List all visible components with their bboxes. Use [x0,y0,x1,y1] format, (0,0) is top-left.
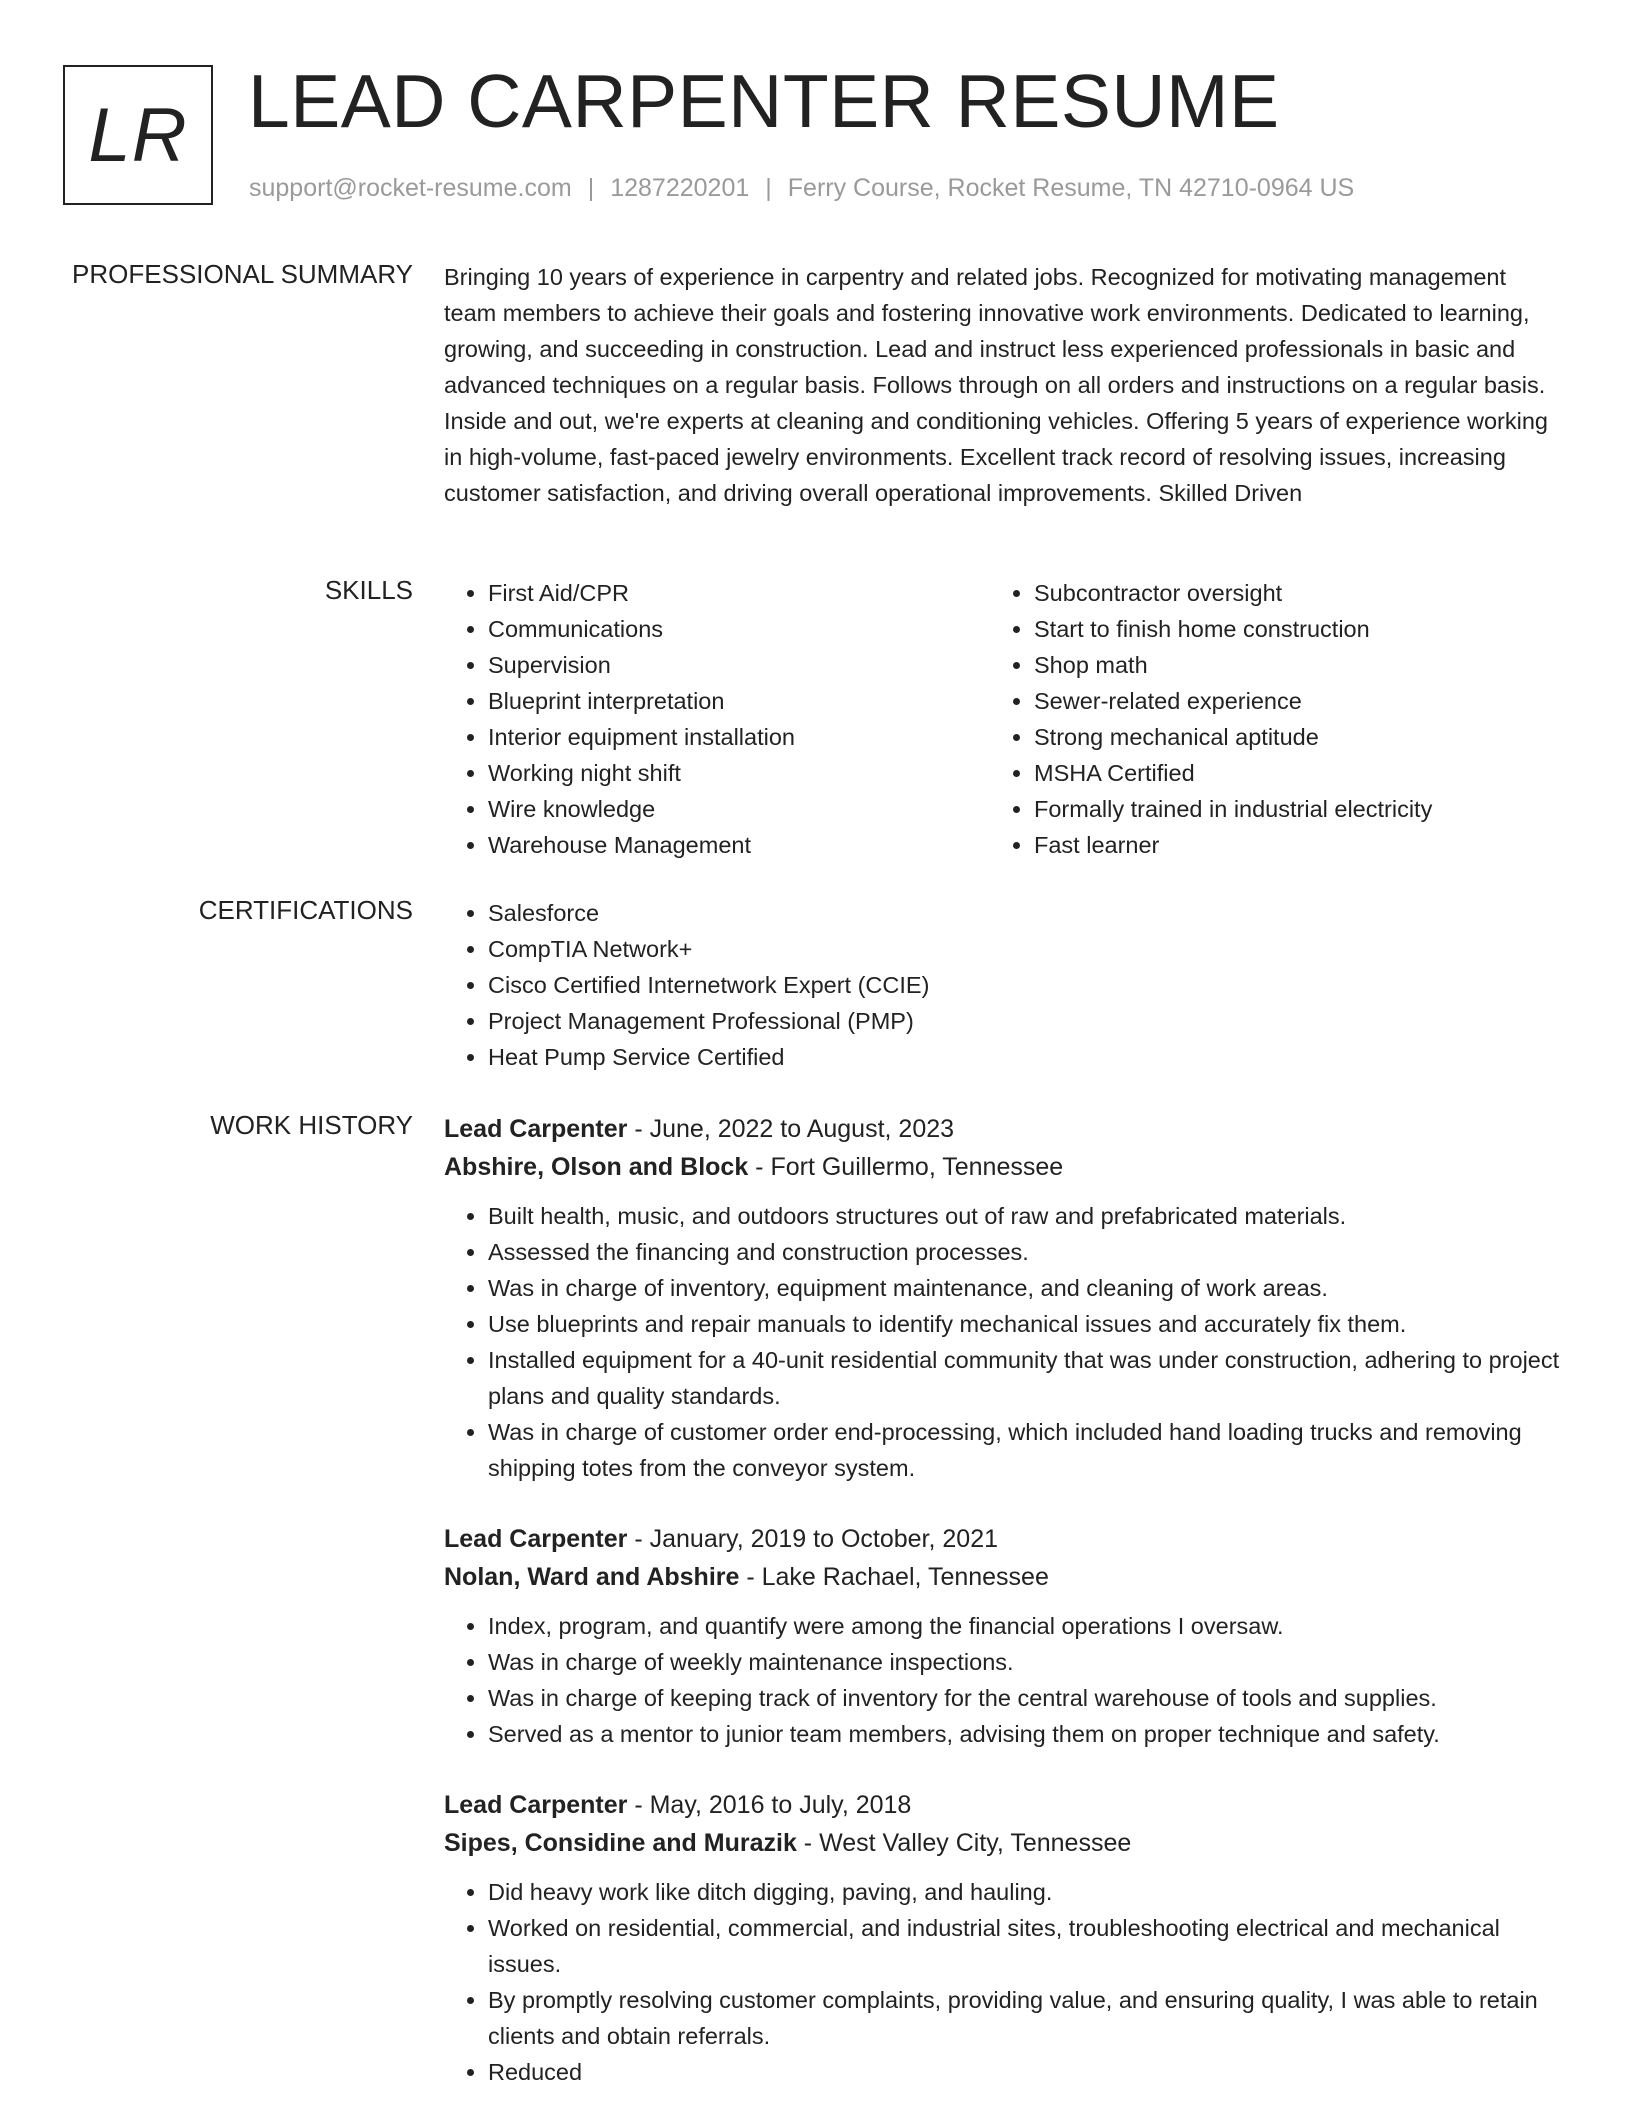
job-bullets [444,1608,1564,1752]
skill-item: • Interior equipment installation [488,719,990,755]
job-title-line [444,1786,1564,1824]
contact-email: support@rocket-resume.com [249,174,572,202]
skills-column-right [990,575,1536,863]
job-bullet: • Was in charge of customer order end-processing, which included hand loading trucks and removing shipping totes from the conveyor system. [488,1414,1564,1486]
monogram-initials: LR [88,92,188,178]
certification-item: • Project Management Professional (PMP) [488,1003,1564,1039]
job-location: - West Valley City, Tennessee [796,1829,1132,1857]
job-bullets [444,1874,1564,2090]
work-history-body [444,1110,1564,2124]
skill-item: • Sewer-related experience [1034,683,1536,719]
summary-label: PROFESSIONAL SUMMARY [72,259,413,289]
job-title: Lead Carpenter [444,1115,628,1143]
work-history-label: WORK HISTORY [210,1110,413,1140]
skills-column-left [444,575,990,863]
job-bullet: • Did heavy work like ditch digging, paving, and hauling. [488,1874,1564,1910]
job-title: Lead Carpenter [444,1525,628,1553]
job-dates: - January, 2019 to October, 2021 [627,1525,998,1553]
contact-separator: | [765,174,772,202]
certification-item: • Cisco Certified Internetwork Expert (CCIE) [488,967,1564,1003]
skill-item: • Blueprint interpretation [488,683,990,719]
contact-phone: 1287220201 [610,174,750,202]
job-location: - Lake Rachael, Tennessee [739,1563,1049,1591]
monogram-box [63,65,213,205]
skill-item: • Supervision [488,647,990,683]
summary-body [444,259,1564,511]
job-bullet: • By promptly resolving customer complaints, providing value, and ensuring quality, I was able to retain clients and obtain referrals. [488,1982,1564,2054]
job-title-line [444,1520,1564,1558]
skill-item: • Warehouse Management [488,827,990,863]
skill-item: • Working night shift [488,755,990,791]
job-bullet: • Assessed the financing and construction processes. [488,1234,1564,1270]
job-dates: - May, 2016 to July, 2018 [627,1791,912,1819]
skill-item: • Formally trained in industrial electricity [1034,791,1536,827]
resume-title: LEAD CARPENTER RESUME [248,59,1280,143]
job-bullet: • Was in charge of weekly maintenance inspections. [488,1644,1564,1680]
certification-item: • Heat Pump Service Certified [488,1039,1564,1075]
skills-list-left [444,575,990,863]
skill-item: • Fast learner [1034,827,1536,863]
job-bullet: • Use blueprints and repair manuals to identify mechanical issues and accurately fix them. [488,1306,1564,1342]
job-company-line [444,1824,1564,1862]
job-company-line [444,1558,1564,1596]
job-bullet: • Built health, music, and outdoors structures out of raw and prefabricated materials. [488,1198,1564,1234]
job-company: Abshire, Olson and Block [444,1153,749,1181]
certification-item: • CompTIA Network+ [488,931,1564,967]
contact-separator: | [587,174,595,202]
job-company: Nolan, Ward and Abshire [444,1563,740,1591]
job-title: Lead Carpenter [444,1791,628,1819]
skill-item: • Communications [488,611,990,647]
job-bullet: • Was in charge of keeping track of inventory for the central warehouse of tools and supplies. [488,1680,1564,1716]
job-title-line [444,1110,1564,1148]
certification-item: • Salesforce [488,895,1564,931]
skill-item: • First Aid/CPR [488,575,990,611]
certifications-list [444,895,1564,1075]
certifications-body [444,895,1564,1075]
skill-item: • Subcontractor oversight [1034,575,1536,611]
skills-list-right [990,575,1536,863]
job-dates: - June, 2022 to August, 2023 [627,1115,955,1143]
job-bullet: • Reduced [488,2054,1564,2090]
skill-item: • Wire knowledge [488,791,990,827]
job-bullet: • Served as a mentor to junior team members, advising them on proper technique and safety. [488,1716,1564,1752]
certifications-label: CERTIFICATIONS [198,895,413,925]
job-bullet: • Index, program, and quantify were among the financial operations I oversaw. [488,1608,1564,1644]
summary-text: Bringing 10 years of experience in carpentry and related jobs. Recognized for motivating management team members to achieve their goals and fostering innovative work environments. Dedicated to learning, growing, and succeeding in construction. Lead and instruct less experienced professionals in basic and advanced techniques on a regular basis. Follows through on all orders and instructions on a regular basis. Inside and out, we're experts at cleaning and conditioning vehicles. Offering 5 years of experience working in high-volume, fast-paced jewelry environments. Excellent track record of resolving issues, increasing customer satisfaction, and driving overall operational improvements. Skilled Driven [444,264,1548,506]
skills-label: SKILLS [324,575,413,605]
skill-item: • Strong mechanical aptitude [1034,719,1536,755]
job-bullet: • Installed equipment for a 40-unit residential community that was under construction, adhering to project plans and quality standards. [488,1342,1564,1414]
job-entry [444,1110,1564,1486]
job-entry [444,1786,1564,2090]
skills-body [444,575,1564,863]
skill-item: • Start to finish home construction [1034,611,1536,647]
job-bullets [444,1198,1564,1486]
skill-item: • MSHA Certified [1034,755,1536,791]
job-company-line [444,1148,1564,1186]
job-entry [444,1520,1564,1752]
job-company: Sipes, Considine and Murazik [444,1829,797,1857]
job-bullet: • Worked on residential, commercial, and industrial sites, troubleshooting electrical and mechanical issues. [488,1910,1564,1982]
contact-address: Ferry Course, Rocket Resume, TN 42710-0964 US [787,174,1355,202]
contact-line [249,174,1354,203]
job-location: - Fort Guillermo, Tennessee [748,1153,1064,1181]
job-bullet: • Was in charge of inventory, equipment maintenance, and cleaning of work areas. [488,1270,1564,1306]
skill-item: • Shop math [1034,647,1536,683]
